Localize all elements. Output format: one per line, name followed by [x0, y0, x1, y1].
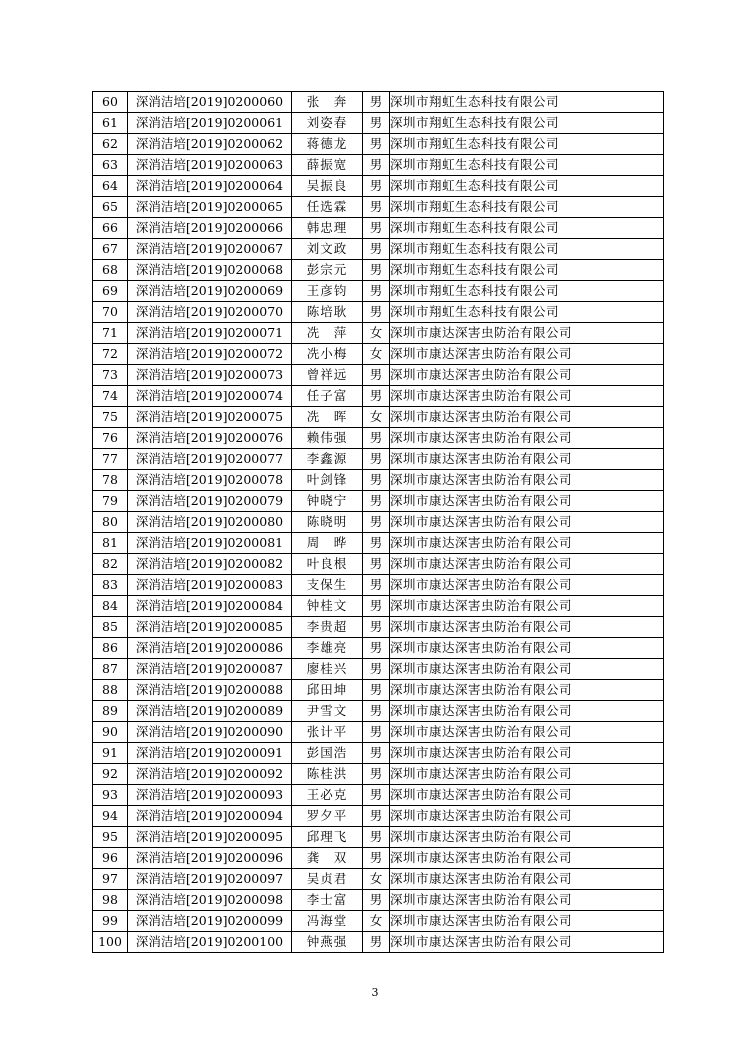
certificate-number-cell: 深消洁培[2019]0200098: [128, 890, 292, 911]
gender-cell: 男: [363, 680, 390, 701]
row-number-cell: 79: [93, 491, 128, 512]
table-row: [93, 701, 664, 722]
gender-cell: 男: [363, 512, 390, 533]
table-row: [93, 932, 664, 953]
row-number-cell: 68: [93, 260, 128, 281]
company-cell: 深圳市康达深害虫防治有限公司: [390, 344, 664, 365]
certificate-number-cell: 深消洁培[2019]0200086: [128, 638, 292, 659]
row-number-cell: 63: [93, 155, 128, 176]
row-number-cell: 96: [93, 848, 128, 869]
certificate-number-cell: 深消洁培[2019]0200072: [128, 344, 292, 365]
company-cell: 深圳市康达深害虫防治有限公司: [390, 386, 664, 407]
table-row: [93, 848, 664, 869]
trainee-name-cell: 刘文政: [292, 239, 363, 260]
row-number-cell: 85: [93, 617, 128, 638]
row-number-cell: 74: [93, 386, 128, 407]
row-number-cell: 77: [93, 449, 128, 470]
gender-cell: 男: [363, 743, 390, 764]
gender-cell: 男: [363, 701, 390, 722]
company-cell: 深圳市康达深害虫防治有限公司: [390, 890, 664, 911]
row-number-cell: 92: [93, 764, 128, 785]
company-cell: 深圳市康达深害虫防治有限公司: [390, 428, 664, 449]
gender-cell: 男: [363, 659, 390, 680]
certificate-number-cell: 深消洁培[2019]0200084: [128, 596, 292, 617]
gender-cell: 男: [363, 890, 390, 911]
certificate-number-cell: 深消洁培[2019]0200064: [128, 176, 292, 197]
gender-cell: 男: [363, 785, 390, 806]
gender-cell: 男: [363, 386, 390, 407]
row-number-cell: 93: [93, 785, 128, 806]
gender-cell: 男: [363, 806, 390, 827]
certificate-number-cell: 深消洁培[2019]0200076: [128, 428, 292, 449]
trainee-name-cell: 赖伟强: [292, 428, 363, 449]
trainee-name-cell: 支保生: [292, 575, 363, 596]
table-row: [93, 113, 664, 134]
row-number-cell: 97: [93, 869, 128, 890]
table-row: [93, 239, 664, 260]
row-number-cell: 98: [93, 890, 128, 911]
gender-cell: 男: [363, 722, 390, 743]
gender-cell: 男: [363, 848, 390, 869]
trainee-name-cell: 王彦钧: [292, 281, 363, 302]
gender-cell: 男: [363, 449, 390, 470]
row-number-cell: 65: [93, 197, 128, 218]
certificate-number-cell: 深消洁培[2019]0200085: [128, 617, 292, 638]
trainee-name-cell: 吴贞君: [292, 869, 363, 890]
table-row: [93, 722, 664, 743]
row-number-cell: 71: [93, 323, 128, 344]
trainee-name-cell: 彭国浩: [292, 743, 363, 764]
gender-cell: 男: [363, 113, 390, 134]
table-row: [93, 491, 664, 512]
company-cell: 深圳市康达深害虫防治有限公司: [390, 596, 664, 617]
table-row: [93, 155, 664, 176]
certificate-number-cell: 深消洁培[2019]0200087: [128, 659, 292, 680]
table-row: [93, 386, 664, 407]
company-cell: 深圳市康达深害虫防治有限公司: [390, 806, 664, 827]
company-cell: 深圳市康达深害虫防治有限公司: [390, 323, 664, 344]
company-cell: 深圳市翔虹生态科技有限公司: [390, 197, 664, 218]
company-cell: 深圳市康达深害虫防治有限公司: [390, 470, 664, 491]
gender-cell: 女: [363, 911, 390, 932]
certificate-number-cell: 深消洁培[2019]0200065: [128, 197, 292, 218]
certificate-number-cell: 深消洁培[2019]0200068: [128, 260, 292, 281]
trainee-name-cell: 龚 双: [292, 848, 363, 869]
trainee-name-cell: 叶剑锋: [292, 470, 363, 491]
table-row: [93, 911, 664, 932]
certificate-number-cell: 深消洁培[2019]0200100: [128, 932, 292, 953]
trainee-name-cell: 冼 萍: [292, 323, 363, 344]
company-cell: 深圳市康达深害虫防治有限公司: [390, 932, 664, 953]
certificate-number-cell: 深消洁培[2019]0200060: [128, 92, 292, 113]
certificate-number-cell: 深消洁培[2019]0200083: [128, 575, 292, 596]
certificate-number-cell: 深消洁培[2019]0200067: [128, 239, 292, 260]
certificate-number-cell: 深消洁培[2019]0200088: [128, 680, 292, 701]
company-cell: 深圳市康达深害虫防治有限公司: [390, 638, 664, 659]
gender-cell: 男: [363, 764, 390, 785]
table-row: [93, 554, 664, 575]
row-number-cell: 81: [93, 533, 128, 554]
gender-cell: 男: [363, 491, 390, 512]
gender-cell: 男: [363, 92, 390, 113]
table-row: [93, 470, 664, 491]
table-row: [93, 512, 664, 533]
table-row: [93, 449, 664, 470]
gender-cell: 男: [363, 575, 390, 596]
table-row: [93, 176, 664, 197]
gender-cell: 男: [363, 638, 390, 659]
trainee-name-cell: 韩忠理: [292, 218, 363, 239]
gender-cell: 男: [363, 218, 390, 239]
row-number-cell: 100: [93, 932, 128, 953]
certificate-number-cell: 深消洁培[2019]0200071: [128, 323, 292, 344]
table-row: [93, 260, 664, 281]
gender-cell: 男: [363, 596, 390, 617]
table-row: [93, 323, 664, 344]
row-number-cell: 66: [93, 218, 128, 239]
trainee-name-cell: 刘姿春: [292, 113, 363, 134]
gender-cell: 男: [363, 260, 390, 281]
row-number-cell: 86: [93, 638, 128, 659]
trainee-name-cell: 蒋德龙: [292, 134, 363, 155]
row-number-cell: 69: [93, 281, 128, 302]
gender-cell: 男: [363, 554, 390, 575]
company-cell: 深圳市康达深害虫防治有限公司: [390, 659, 664, 680]
gender-cell: 男: [363, 533, 390, 554]
page-number: 3: [371, 986, 379, 999]
row-number-cell: 95: [93, 827, 128, 848]
trainee-name-cell: 陈培耿: [292, 302, 363, 323]
company-cell: 深圳市翔虹生态科技有限公司: [390, 239, 664, 260]
certificate-number-cell: 深消洁培[2019]0200073: [128, 365, 292, 386]
company-cell: 深圳市翔虹生态科技有限公司: [390, 281, 664, 302]
certificate-number-cell: 深消洁培[2019]0200080: [128, 512, 292, 533]
company-cell: 深圳市康达深害虫防治有限公司: [390, 554, 664, 575]
certificate-number-cell: 深消洁培[2019]0200090: [128, 722, 292, 743]
table-row: [93, 365, 664, 386]
certificate-number-cell: 深消洁培[2019]0200091: [128, 743, 292, 764]
trainee-name-cell: 张计平: [292, 722, 363, 743]
trainee-name-cell: 钟晓宁: [292, 491, 363, 512]
company-cell: 深圳市翔虹生态科技有限公司: [390, 113, 664, 134]
row-number-cell: 99: [93, 911, 128, 932]
table-row: [93, 638, 664, 659]
certificate-number-cell: 深消洁培[2019]0200077: [128, 449, 292, 470]
row-number-cell: 60: [93, 92, 128, 113]
table-row: [93, 92, 664, 113]
gender-cell: 男: [363, 365, 390, 386]
trainee-name-cell: 陈晓明: [292, 512, 363, 533]
gender-cell: 男: [363, 932, 390, 953]
company-cell: 深圳市康达深害虫防治有限公司: [390, 827, 664, 848]
row-number-cell: 91: [93, 743, 128, 764]
company-cell: 深圳市翔虹生态科技有限公司: [390, 92, 664, 113]
table-row: [93, 197, 664, 218]
row-number-cell: 78: [93, 470, 128, 491]
trainee-name-cell: 张 奔: [292, 92, 363, 113]
row-number-cell: 62: [93, 134, 128, 155]
company-cell: 深圳市康达深害虫防治有限公司: [390, 764, 664, 785]
company-cell: 深圳市康达深害虫防治有限公司: [390, 512, 664, 533]
certificate-number-cell: 深消洁培[2019]0200062: [128, 134, 292, 155]
certificate-number-cell: 深消洁培[2019]0200079: [128, 491, 292, 512]
company-cell: 深圳市翔虹生态科技有限公司: [390, 176, 664, 197]
gender-cell: 男: [363, 302, 390, 323]
trainee-name-cell: 王必克: [292, 785, 363, 806]
row-number-cell: 82: [93, 554, 128, 575]
table-row: [93, 218, 664, 239]
gender-cell: 女: [363, 323, 390, 344]
row-number-cell: 67: [93, 239, 128, 260]
row-number-cell: 61: [93, 113, 128, 134]
certificate-number-cell: 深消洁培[2019]0200096: [128, 848, 292, 869]
row-number-cell: 80: [93, 512, 128, 533]
trainee-name-cell: 冼小梅: [292, 344, 363, 365]
table-row: [93, 134, 664, 155]
gender-cell: 男: [363, 827, 390, 848]
table-row: [93, 407, 664, 428]
gender-cell: 女: [363, 344, 390, 365]
row-number-cell: 90: [93, 722, 128, 743]
row-number-cell: 73: [93, 365, 128, 386]
trainee-table-body: [93, 92, 664, 953]
row-number-cell: 87: [93, 659, 128, 680]
certificate-number-cell: 深消洁培[2019]0200066: [128, 218, 292, 239]
certificate-number-cell: 深消洁培[2019]0200069: [128, 281, 292, 302]
certificate-number-cell: 深消洁培[2019]0200078: [128, 470, 292, 491]
gender-cell: 男: [363, 428, 390, 449]
gender-cell: 男: [363, 239, 390, 260]
trainee-name-cell: 尹雪文: [292, 701, 363, 722]
trainee-name-cell: 邱理飞: [292, 827, 363, 848]
row-number-cell: 88: [93, 680, 128, 701]
company-cell: 深圳市翔虹生态科技有限公司: [390, 302, 664, 323]
certificate-number-cell: 深消洁培[2019]0200097: [128, 869, 292, 890]
company-cell: 深圳市翔虹生态科技有限公司: [390, 260, 664, 281]
certificate-number-cell: 深消洁培[2019]0200089: [128, 701, 292, 722]
trainee-name-cell: 曾祥远: [292, 365, 363, 386]
certificate-number-cell: 深消洁培[2019]0200092: [128, 764, 292, 785]
gender-cell: 女: [363, 407, 390, 428]
table-row: [93, 302, 664, 323]
certificate-number-cell: 深消洁培[2019]0200081: [128, 533, 292, 554]
gender-cell: 男: [363, 617, 390, 638]
row-number-cell: 75: [93, 407, 128, 428]
certificate-number-cell: 深消洁培[2019]0200094: [128, 806, 292, 827]
table-row: [93, 428, 664, 449]
trainee-name-cell: 冯海堂: [292, 911, 363, 932]
row-number-cell: 72: [93, 344, 128, 365]
company-cell: 深圳市康达深害虫防治有限公司: [390, 491, 664, 512]
company-cell: 深圳市康达深害虫防治有限公司: [390, 407, 664, 428]
company-cell: 深圳市翔虹生态科技有限公司: [390, 218, 664, 239]
trainee-name-cell: 罗夕平: [292, 806, 363, 827]
trainee-name-cell: 陈桂洪: [292, 764, 363, 785]
gender-cell: 男: [363, 155, 390, 176]
company-cell: 深圳市翔虹生态科技有限公司: [390, 155, 664, 176]
company-cell: 深圳市康达深害虫防治有限公司: [390, 365, 664, 386]
company-cell: 深圳市康达深害虫防治有限公司: [390, 785, 664, 806]
row-number-cell: 89: [93, 701, 128, 722]
row-number-cell: 84: [93, 596, 128, 617]
trainee-name-cell: 任子富: [292, 386, 363, 407]
trainee-name-cell: 任选霖: [292, 197, 363, 218]
trainee-name-cell: 冼 晖: [292, 407, 363, 428]
company-cell: 深圳市康达深害虫防治有限公司: [390, 701, 664, 722]
table-row: [93, 806, 664, 827]
company-cell: 深圳市康达深害虫防治有限公司: [390, 722, 664, 743]
row-number-cell: 94: [93, 806, 128, 827]
trainee-name-cell: 薛振宽: [292, 155, 363, 176]
company-cell: 深圳市康达深害虫防治有限公司: [390, 743, 664, 764]
trainee-name-cell: 彭宗元: [292, 260, 363, 281]
company-cell: 深圳市康达深害虫防治有限公司: [390, 575, 664, 596]
trainee-name-cell: 钟燕强: [292, 932, 363, 953]
trainee-name-cell: 周 晔: [292, 533, 363, 554]
trainee-name-cell: 叶良根: [292, 554, 363, 575]
table-row: [93, 764, 664, 785]
certificate-number-cell: 深消洁培[2019]0200061: [128, 113, 292, 134]
gender-cell: 男: [363, 470, 390, 491]
table-row: [93, 533, 664, 554]
certificate-number-cell: 深消洁培[2019]0200074: [128, 386, 292, 407]
company-cell: 深圳市康达深害虫防治有限公司: [390, 848, 664, 869]
company-cell: 深圳市翔虹生态科技有限公司: [390, 134, 664, 155]
trainee-name-cell: 李士富: [292, 890, 363, 911]
trainee-name-cell: 李雄亮: [292, 638, 363, 659]
trainee-name-cell: 邱田坤: [292, 680, 363, 701]
gender-cell: 男: [363, 281, 390, 302]
company-cell: 深圳市康达深害虫防治有限公司: [390, 533, 664, 554]
table-row: [93, 827, 664, 848]
table-row: [93, 869, 664, 890]
table-row: [93, 617, 664, 638]
row-number-cell: 70: [93, 302, 128, 323]
company-cell: 深圳市康达深害虫防治有限公司: [390, 449, 664, 470]
table-row: [93, 785, 664, 806]
table-row: [93, 743, 664, 764]
row-number-cell: 64: [93, 176, 128, 197]
table-row: [93, 281, 664, 302]
trainee-name-cell: 钟桂文: [292, 596, 363, 617]
company-cell: 深圳市康达深害虫防治有限公司: [390, 869, 664, 890]
trainee-name-cell: 廖桂兴: [292, 659, 363, 680]
row-number-cell: 83: [93, 575, 128, 596]
company-cell: 深圳市康达深害虫防治有限公司: [390, 617, 664, 638]
table-row: [93, 575, 664, 596]
table-row: [93, 680, 664, 701]
trainee-name-cell: 李鑫源: [292, 449, 363, 470]
trainee-table: [92, 91, 664, 953]
table-row: [93, 596, 664, 617]
table-row: [93, 890, 664, 911]
gender-cell: 男: [363, 176, 390, 197]
certificate-number-cell: 深消洁培[2019]0200082: [128, 554, 292, 575]
table-row: [93, 344, 664, 365]
gender-cell: 男: [363, 134, 390, 155]
company-cell: 深圳市康达深害虫防治有限公司: [390, 911, 664, 932]
gender-cell: 男: [363, 197, 390, 218]
table-row: [93, 659, 664, 680]
certificate-number-cell: 深消洁培[2019]0200070: [128, 302, 292, 323]
row-number-cell: 76: [93, 428, 128, 449]
certificate-number-cell: 深消洁培[2019]0200075: [128, 407, 292, 428]
certificate-number-cell: 深消洁培[2019]0200063: [128, 155, 292, 176]
gender-cell: 女: [363, 869, 390, 890]
certificate-number-cell: 深消洁培[2019]0200095: [128, 827, 292, 848]
certificate-number-cell: 深消洁培[2019]0200099: [128, 911, 292, 932]
company-cell: 深圳市康达深害虫防治有限公司: [390, 680, 664, 701]
trainee-name-cell: 李贵超: [292, 617, 363, 638]
trainee-name-cell: 吴振良: [292, 176, 363, 197]
certificate-number-cell: 深消洁培[2019]0200093: [128, 785, 292, 806]
